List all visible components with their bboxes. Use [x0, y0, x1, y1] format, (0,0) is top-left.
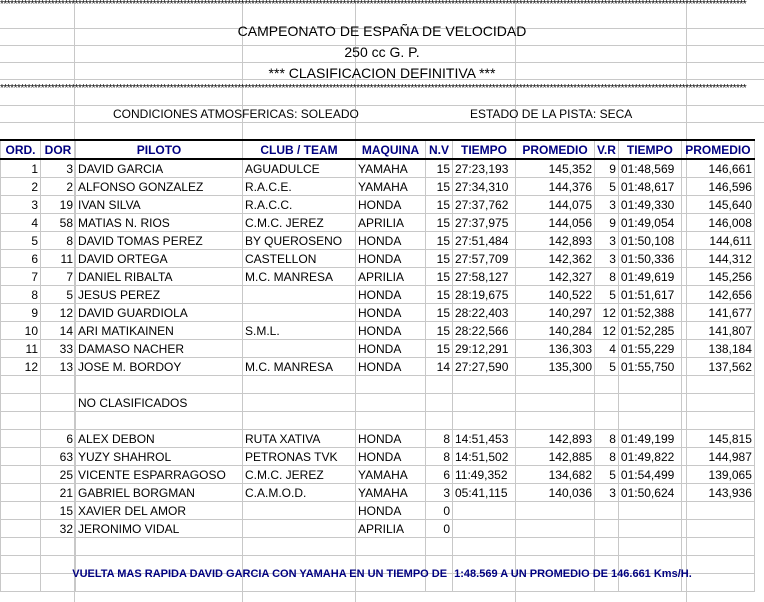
empty-cell — [618, 394, 681, 412]
empty-cell — [1, 412, 41, 430]
cell-tiempo: 14:51,502 — [453, 448, 516, 466]
fastest-lap-summary — [0, 568, 764, 580]
table-row — [1, 286, 755, 304]
weather-conditions: CONDICIONES ATMOSFERICAS: SOLEADO — [113, 107, 359, 121]
cell-promedio-vuelta — [681, 520, 754, 538]
cell-vuelta-rapida: 12 — [595, 304, 619, 322]
cell-num-vueltas: 6 — [426, 466, 453, 484]
cell-tiempo: 28:22,403 — [453, 304, 516, 322]
cell-promedio: 134,682 — [516, 466, 595, 484]
cell-maquina: HONDA — [356, 250, 426, 268]
table-row — [1, 520, 755, 538]
fastest-lap-value: 1:48.569 A UN PROMEDIO DE 146.661 Kms/H. — [454, 568, 692, 580]
cell-vuelta-rapida: 12 — [595, 322, 619, 340]
empty-row — [1, 376, 755, 394]
cell-promedio: 142,893 — [516, 232, 595, 250]
cell-tiempo-vuelta: 01:49,199 — [618, 430, 681, 448]
cell-num-vueltas: 3 — [426, 484, 453, 502]
cell-promedio: 142,885 — [516, 448, 595, 466]
cell-num-vueltas: 14 — [426, 358, 453, 376]
cell-maquina: HONDA — [356, 430, 426, 448]
cell-vuelta-rapida — [595, 502, 619, 520]
cell-ord: 4 — [1, 214, 41, 232]
cell-club-team: RUTA XATIVA — [243, 430, 356, 448]
cell-club-team: R.A.C.E. — [243, 178, 356, 196]
results-table — [0, 139, 755, 592]
cell-dorsal: 2 — [41, 178, 76, 196]
table-row — [1, 502, 755, 520]
cell-num-vueltas: 15 — [426, 286, 453, 304]
empty-cell — [41, 376, 76, 394]
cell-ord: 11 — [1, 340, 41, 358]
cell-num-vueltas: 15 — [426, 304, 453, 322]
empty-cell — [41, 394, 76, 412]
cell-promedio-vuelta: 146,661 — [681, 159, 754, 178]
cell-promedio: 144,075 — [516, 196, 595, 214]
empty-cell — [1, 538, 41, 556]
cell-piloto: XAVIER DEL AMOR — [76, 502, 243, 520]
cell-ord: 8 — [1, 286, 41, 304]
cell-num-vueltas: 15 — [426, 322, 453, 340]
cell-tiempo: 28:19,675 — [453, 286, 516, 304]
cell-tiempo: 27:34,310 — [453, 178, 516, 196]
cell-club-team: BY QUEROSENO — [243, 232, 356, 250]
cell-promedio: 140,284 — [516, 322, 595, 340]
empty-cell — [426, 412, 453, 430]
cell-maquina: APRILIA — [356, 520, 426, 538]
empty-row — [1, 412, 755, 430]
cell-tiempo-vuelta: 01:49,619 — [618, 268, 681, 286]
cell-vuelta-rapida: 5 — [595, 178, 619, 196]
cell-vuelta-rapida: 8 — [595, 430, 619, 448]
column-header-club-team: CLUB / TEAM — [243, 140, 356, 159]
cell-promedio: 142,362 — [516, 250, 595, 268]
cell-maquina: APRILIA — [356, 268, 426, 286]
column-header-promedio: PROMEDIO — [516, 140, 595, 159]
empty-cell — [356, 412, 426, 430]
cell-ord: 1 — [1, 159, 41, 178]
cell-piloto: DANIEL RIBALTA — [76, 268, 243, 286]
cell-club-team: C.A.M.O.D. — [243, 484, 356, 502]
cell-club-team: CASTELLON — [243, 250, 356, 268]
cell-vuelta-rapida: 4 — [595, 340, 619, 358]
cell-piloto: IVAN SILVA — [76, 196, 243, 214]
column-header-num-vueltas: N.V — [426, 140, 453, 159]
cell-dorsal: 14 — [41, 322, 76, 340]
category-subtitle: 250 cc G. P. — [344, 44, 420, 60]
empty-cell — [41, 538, 76, 556]
empty-cell — [618, 376, 681, 394]
cell-ord — [1, 466, 41, 484]
empty-cell — [516, 394, 595, 412]
cell-tiempo-vuelta: 01:49,330 — [618, 196, 681, 214]
empty-cell — [76, 376, 243, 394]
cell-ord — [1, 520, 41, 538]
cell-club-team: M.C. MANRESA — [243, 268, 356, 286]
cell-promedio: 136,303 — [516, 340, 595, 358]
cell-promedio: 144,056 — [516, 214, 595, 232]
cell-piloto: VICENTE ESPARRAGOSO — [76, 466, 243, 484]
cell-dorsal: 21 — [41, 484, 76, 502]
cell-dorsal: 6 — [41, 430, 76, 448]
cell-piloto: ARI MATIKAINEN — [76, 322, 243, 340]
empty-cell — [356, 394, 426, 412]
cell-piloto: ALFONSO GONZALEZ — [76, 178, 243, 196]
empty-cell — [516, 412, 595, 430]
cell-tiempo: 27:27,590 — [453, 358, 516, 376]
empty-cell — [76, 412, 243, 430]
cell-num-vueltas: 15 — [426, 232, 453, 250]
column-header-promedio-vuelta: PROMEDIO — [681, 140, 754, 159]
cell-tiempo-vuelta: 01:51,617 — [618, 286, 681, 304]
cell-tiempo — [453, 520, 516, 538]
empty-cell — [618, 538, 681, 556]
cell-tiempo-vuelta: 01:55,750 — [618, 358, 681, 376]
empty-cell — [426, 538, 453, 556]
cell-promedio — [516, 520, 595, 538]
cell-num-vueltas: 8 — [426, 430, 453, 448]
cell-promedio-vuelta: 141,807 — [681, 322, 754, 340]
cell-tiempo: 27:58,127 — [453, 268, 516, 286]
column-header-vuelta-rapida: V.R — [595, 140, 619, 159]
cell-tiempo-vuelta — [618, 502, 681, 520]
cell-piloto: DAVID ORTEGA — [76, 250, 243, 268]
cell-dorsal: 32 — [41, 520, 76, 538]
cell-dorsal: 63 — [41, 448, 76, 466]
cell-tiempo-vuelta: 01:52,285 — [618, 322, 681, 340]
cell-ord — [1, 502, 41, 520]
cell-tiempo-vuelta: 01:50,624 — [618, 484, 681, 502]
column-header-ord: ORD. — [1, 140, 41, 159]
empty-row — [1, 538, 755, 556]
cell-dorsal: 12 — [41, 304, 76, 322]
cell-maquina: HONDA — [356, 232, 426, 250]
cell-ord: 12 — [1, 358, 41, 376]
empty-cell — [356, 376, 426, 394]
cell-piloto: JERONIMO VIDAL — [76, 520, 243, 538]
table-row — [1, 340, 755, 358]
table-row — [1, 232, 755, 250]
cell-tiempo-vuelta: 01:48,569 — [618, 159, 681, 178]
cell-ord — [1, 430, 41, 448]
cell-vuelta-rapida: 5 — [595, 358, 619, 376]
table-row — [1, 178, 755, 196]
cell-club-team: C.M.C. JEREZ — [243, 214, 356, 232]
cell-num-vueltas: 15 — [426, 214, 453, 232]
empty-cell — [681, 412, 754, 430]
cell-maquina: HONDA — [356, 358, 426, 376]
track-conditions: ESTADO DE LA PISTA: SECA — [470, 107, 633, 121]
cell-promedio-vuelta — [681, 502, 754, 520]
cell-dorsal: 25 — [41, 466, 76, 484]
cell-dorsal: 11 — [41, 250, 76, 268]
cell-vuelta-rapida: 9 — [595, 214, 619, 232]
cell-promedio-vuelta: 137,562 — [681, 358, 754, 376]
cell-tiempo: 11:49,352 — [453, 466, 516, 484]
cell-piloto: ALEX DEBON — [76, 430, 243, 448]
cell-promedio-vuelta: 144,611 — [681, 232, 754, 250]
cell-tiempo: 27:57,709 — [453, 250, 516, 268]
cell-promedio: 135,300 — [516, 358, 595, 376]
cell-vuelta-rapida: 5 — [595, 466, 619, 484]
cell-club-team — [243, 520, 356, 538]
cell-ord: 5 — [1, 232, 41, 250]
cell-promedio-vuelta: 144,312 — [681, 250, 754, 268]
cell-promedio-vuelta: 139,065 — [681, 466, 754, 484]
empty-cell — [595, 394, 619, 412]
cell-piloto: JESUS PEREZ — [76, 286, 243, 304]
table-row — [1, 196, 755, 214]
cell-promedio: 145,352 — [516, 159, 595, 178]
cell-tiempo: 27:37,762 — [453, 196, 516, 214]
empty-cell — [76, 538, 243, 556]
cell-tiempo-vuelta: 01:52,388 — [618, 304, 681, 322]
cell-tiempo: 27:23,193 — [453, 159, 516, 178]
empty-cell — [1, 376, 41, 394]
empty-cell — [453, 538, 516, 556]
cell-piloto: YUZY SHAHROL — [76, 448, 243, 466]
empty-cell — [356, 538, 426, 556]
cell-dorsal: 33 — [41, 340, 76, 358]
cell-num-vueltas: 0 — [426, 520, 453, 538]
cell-tiempo-vuelta: 01:54,499 — [618, 466, 681, 484]
cell-num-vueltas: 15 — [426, 196, 453, 214]
cell-promedio: 144,376 — [516, 178, 595, 196]
cell-promedio-vuelta: 142,656 — [681, 286, 754, 304]
cell-piloto: DAMASO NACHER — [76, 340, 243, 358]
cell-piloto: GABRIEL BORGMAN — [76, 484, 243, 502]
cell-vuelta-rapida: 5 — [595, 286, 619, 304]
cell-dorsal: 15 — [41, 502, 76, 520]
table-row — [1, 358, 755, 376]
cell-vuelta-rapida — [595, 520, 619, 538]
empty-cell — [243, 412, 356, 430]
table-row — [1, 214, 755, 232]
not-classified-label: NO CLASIFICADOS — [76, 394, 243, 412]
cell-maquina: YAMAHA — [356, 178, 426, 196]
cell-dorsal: 8 — [41, 232, 76, 250]
cell-promedio: 142,327 — [516, 268, 595, 286]
empty-cell — [595, 412, 619, 430]
table-row — [1, 466, 755, 484]
empty-cell — [595, 538, 619, 556]
cell-promedio — [516, 502, 595, 520]
cell-promedio: 140,297 — [516, 304, 595, 322]
cell-tiempo: 27:37,975 — [453, 214, 516, 232]
cell-ord: 7 — [1, 268, 41, 286]
section-label-row — [1, 394, 755, 412]
cell-ord: 6 — [1, 250, 41, 268]
cell-vuelta-rapida: 9 — [595, 159, 619, 178]
cell-maquina: YAMAHA — [356, 466, 426, 484]
table-row — [1, 268, 755, 286]
stars-separator-top: **************************************************************************************************************************************************************************************************************************** — [0, 0, 747, 10]
empty-cell — [618, 412, 681, 430]
cell-club-team: PETRONAS TVK — [243, 448, 356, 466]
cell-club-team: R.A.C.C. — [243, 196, 356, 214]
cell-ord — [1, 448, 41, 466]
cell-tiempo-vuelta: 01:55,229 — [618, 340, 681, 358]
cell-promedio-vuelta: 146,008 — [681, 214, 754, 232]
cell-tiempo-vuelta: 01:50,336 — [618, 250, 681, 268]
cell-tiempo: 14:51,453 — [453, 430, 516, 448]
cell-tiempo — [453, 502, 516, 520]
empty-cell — [426, 394, 453, 412]
cell-tiempo: 05:41,115 — [453, 484, 516, 502]
table-row — [1, 484, 755, 502]
cell-promedio-vuelta: 143,936 — [681, 484, 754, 502]
cell-dorsal: 58 — [41, 214, 76, 232]
cell-maquina: APRILIA — [356, 214, 426, 232]
cell-dorsal: 7 — [41, 268, 76, 286]
cell-club-team — [243, 286, 356, 304]
cell-dorsal: 3 — [41, 159, 76, 178]
cell-club-team — [243, 340, 356, 358]
column-header-tiempo: TIEMPO — [453, 140, 516, 159]
cell-num-vueltas: 15 — [426, 159, 453, 178]
cell-club-team — [243, 304, 356, 322]
cell-promedio-vuelta: 144,987 — [681, 448, 754, 466]
cell-maquina: HONDA — [356, 322, 426, 340]
empty-cell — [516, 376, 595, 394]
cell-tiempo: 28:22,566 — [453, 322, 516, 340]
empty-cell — [243, 376, 356, 394]
page-title: CAMPEONATO DE ESPAÑA DE VELOCIDAD — [237, 23, 527, 39]
classification-heading: *** CLASIFICACION DEFINITIVA *** — [268, 65, 496, 81]
cell-ord: 2 — [1, 178, 41, 196]
cell-ord: 9 — [1, 304, 41, 322]
cell-maquina: HONDA — [356, 286, 426, 304]
empty-cell — [1, 394, 41, 412]
cell-tiempo-vuelta: 01:49,054 — [618, 214, 681, 232]
cell-promedio-vuelta: 145,256 — [681, 268, 754, 286]
cell-maquina: YAMAHA — [356, 484, 426, 502]
empty-cell — [516, 538, 595, 556]
cell-piloto: DAVID GARCIA — [76, 159, 243, 178]
cell-ord — [1, 484, 41, 502]
cell-maquina: HONDA — [356, 304, 426, 322]
cell-num-vueltas: 0 — [426, 502, 453, 520]
cell-num-vueltas: 15 — [426, 340, 453, 358]
table-header-row — [1, 140, 755, 159]
cell-promedio-vuelta: 145,815 — [681, 430, 754, 448]
cell-num-vueltas: 15 — [426, 268, 453, 286]
cell-club-team — [243, 502, 356, 520]
cell-promedio: 140,036 — [516, 484, 595, 502]
table-row — [1, 448, 755, 466]
cell-dorsal: 13 — [41, 358, 76, 376]
empty-cell — [681, 376, 754, 394]
empty-cell — [681, 394, 754, 412]
column-header-maquina: MAQUINA — [356, 140, 426, 159]
cell-maquina: HONDA — [356, 196, 426, 214]
cell-maquina: HONDA — [356, 448, 426, 466]
cell-piloto: DAVID TOMAS PEREZ — [76, 232, 243, 250]
cell-piloto: DAVID GUARDIOLA — [76, 304, 243, 322]
empty-cell — [453, 376, 516, 394]
fastest-lap-text: VUELTA MAS RAPIDA DAVID GARCIA CON YAMAHA EN UN TIEMPO DE — [72, 568, 448, 580]
table-row — [1, 159, 755, 178]
cell-num-vueltas: 15 — [426, 178, 453, 196]
cell-promedio-vuelta: 141,677 — [681, 304, 754, 322]
cell-maquina: YAMAHA — [356, 159, 426, 178]
cell-promedio: 140,522 — [516, 286, 595, 304]
cell-dorsal: 19 — [41, 196, 76, 214]
cell-maquina: HONDA — [356, 502, 426, 520]
cell-ord: 10 — [1, 322, 41, 340]
cell-promedio-vuelta: 146,596 — [681, 178, 754, 196]
cell-piloto: MATIAS N. RIOS — [76, 214, 243, 232]
cell-club-team: M.C. MANRESA — [243, 358, 356, 376]
empty-cell — [41, 412, 76, 430]
cell-vuelta-rapida: 3 — [595, 250, 619, 268]
empty-cell — [681, 538, 754, 556]
empty-cell — [595, 376, 619, 394]
cell-promedio: 142,893 — [516, 430, 595, 448]
cell-vuelta-rapida: 3 — [595, 196, 619, 214]
cell-num-vueltas: 15 — [426, 250, 453, 268]
cell-tiempo-vuelta: 01:50,108 — [618, 232, 681, 250]
column-header-tiempo-vuelta: TIEMPO — [618, 140, 681, 159]
cell-tiempo: 27:51,484 — [453, 232, 516, 250]
cell-piloto: JOSE M. BORDOY — [76, 358, 243, 376]
cell-promedio-vuelta: 145,640 — [681, 196, 754, 214]
cell-tiempo: 29:12,291 — [453, 340, 516, 358]
stars-separator-bottom: **************************************************************************************************************************************************************************************************************************** — [0, 84, 747, 94]
cell-tiempo-vuelta: 01:48,617 — [618, 178, 681, 196]
empty-cell — [243, 394, 356, 412]
cell-num-vueltas: 8 — [426, 448, 453, 466]
column-header-piloto: PILOTO — [76, 140, 243, 159]
cell-vuelta-rapida: 3 — [595, 484, 619, 502]
cell-club-team: AGUADULCE — [243, 159, 356, 178]
empty-cell — [426, 376, 453, 394]
table-row — [1, 322, 755, 340]
table-row — [1, 430, 755, 448]
cell-club-team: S.M.L. — [243, 322, 356, 340]
column-header-dorsal: DOR — [41, 140, 76, 159]
cell-tiempo-vuelta: 01:49,822 — [618, 448, 681, 466]
cell-vuelta-rapida: 8 — [595, 448, 619, 466]
table-row — [1, 250, 755, 268]
empty-cell — [243, 538, 356, 556]
cell-promedio-vuelta: 138,184 — [681, 340, 754, 358]
table-row — [1, 304, 755, 322]
cell-tiempo-vuelta — [618, 520, 681, 538]
cell-dorsal: 5 — [41, 286, 76, 304]
cell-ord: 3 — [1, 196, 41, 214]
empty-cell — [453, 412, 516, 430]
cell-maquina: HONDA — [356, 340, 426, 358]
empty-cell — [453, 394, 516, 412]
cell-club-team: C.M.C. JEREZ — [243, 466, 356, 484]
cell-vuelta-rapida: 8 — [595, 268, 619, 286]
cell-vuelta-rapida: 3 — [595, 232, 619, 250]
